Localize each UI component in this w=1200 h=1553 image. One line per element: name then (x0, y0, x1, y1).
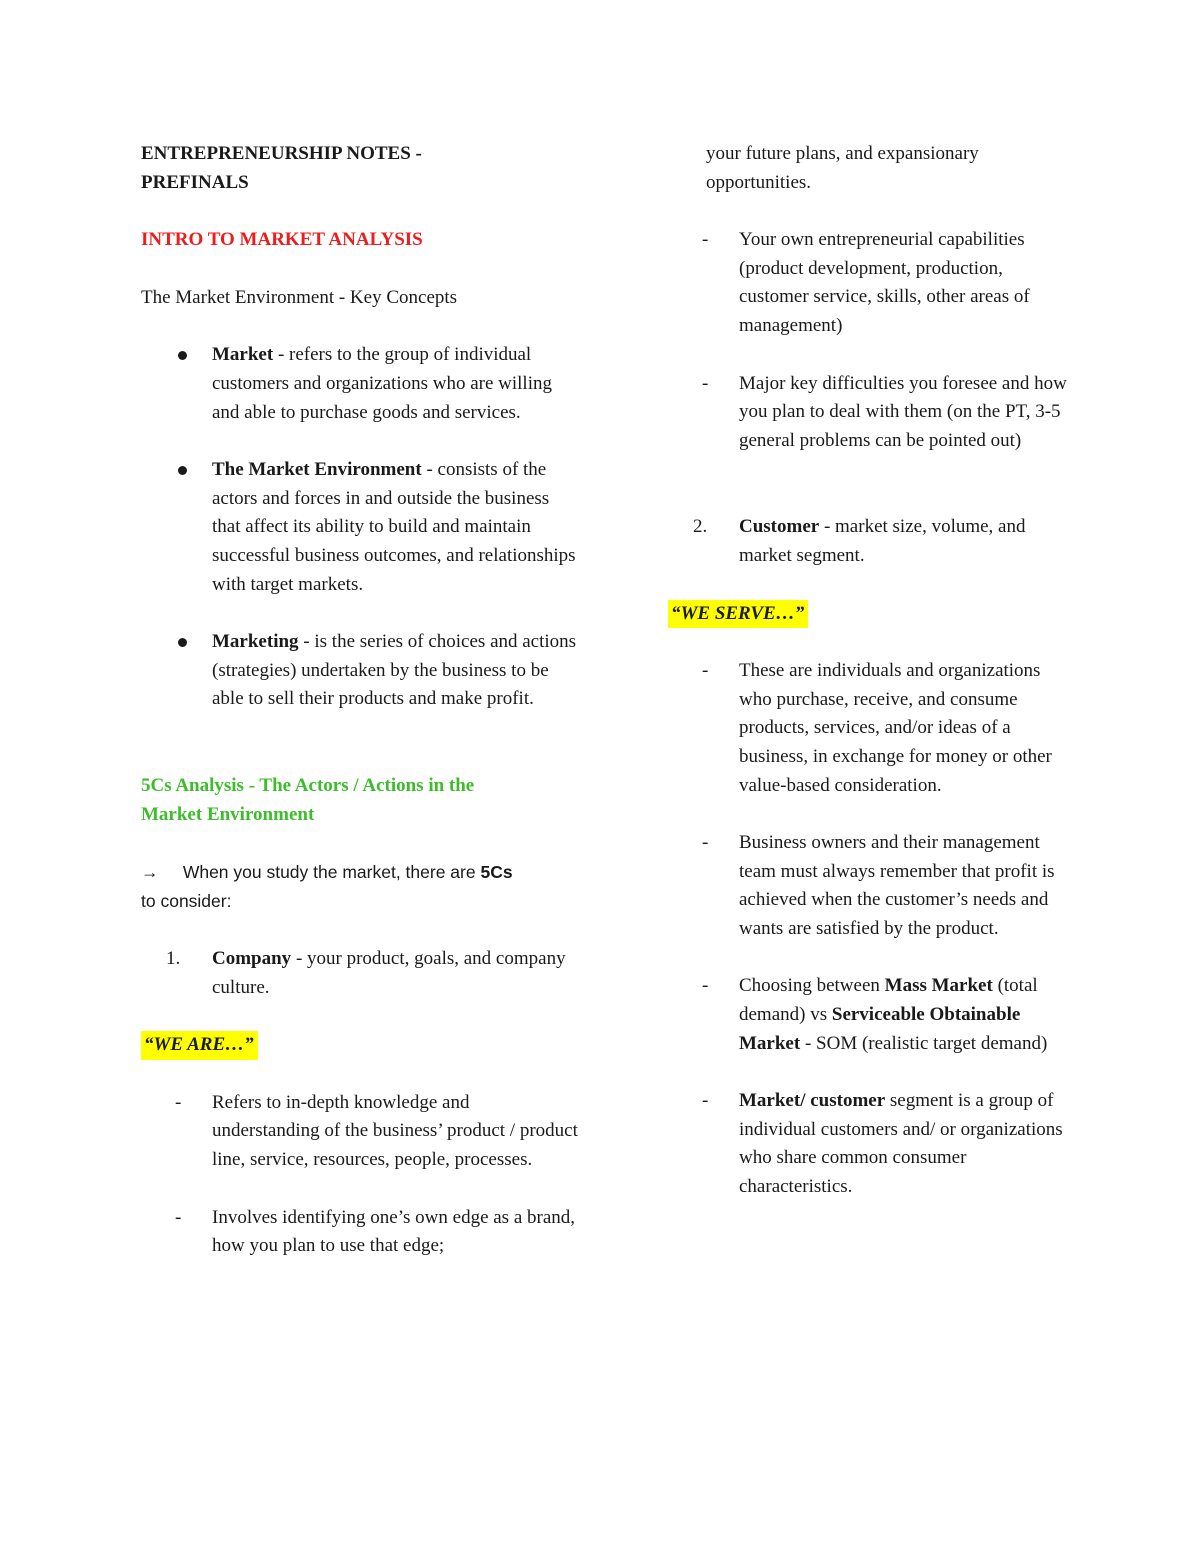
choosing-text-a: Choosing between (739, 975, 885, 997)
dash-item (668, 829, 1068, 943)
dash-mark: - (175, 1206, 182, 1228)
dash-mark: - (702, 372, 709, 394)
dash-text: Major key difficulties you foresee and how you plan to deal with them (on the PT, 3-5 general problems can be pointed out) (739, 372, 1067, 451)
arrow-paragraph (141, 858, 581, 916)
we-are-callout (141, 1031, 581, 1060)
numbered-item-customer (668, 513, 1068, 570)
segment-text: segment is a group of individual customers and/ or organizations who share common consumer characteristics. (739, 1090, 1063, 1198)
bullet-text: - consists of the actors and forces in and outside the business that affect its ability to build and maintain successful business outcomes, and relationships with target markets. (212, 459, 576, 595)
bullet-term: The Market Environment (212, 459, 422, 481)
dash-text: Refers to in-depth knowledge and understanding of the business’ product / product line, service, resources, people, processes. (212, 1091, 578, 1171)
bullet-item-market (141, 341, 581, 427)
we-serve-highlight: “WE SERVE…” (668, 600, 808, 629)
we-serve-callout (668, 600, 1068, 629)
we-are-highlight: “WE ARE…” (141, 1031, 258, 1060)
numbered-item-company (141, 945, 581, 1002)
item-text: - your product, goals, and company culture. (212, 948, 566, 998)
dash-text: Business owners and their management team must always remember that profit is achieved when the customer’s needs and wants are satisfied by the product. (739, 832, 1055, 939)
arrow-icon: → (141, 862, 159, 883)
dash-mark: - (702, 975, 709, 997)
dash-item-segment (668, 1087, 1068, 1201)
item-term: Company (212, 948, 292, 970)
bullet-text: - is the series of choices and actions (strategies) undertaken by the business to be able to sell their products and make profit. (212, 631, 577, 710)
item-text: - market size, volume, and market segment. (739, 516, 1026, 566)
choosing-text-d: - SOM (realistic target demand) (800, 1032, 1048, 1054)
dash-text: Your own entrepreneurial capabilities (product development, production, customer service, skills, other areas of management) (739, 229, 1030, 336)
section-5cs-line-1: 5Cs Analysis - The Actors / Actions in the (141, 774, 475, 796)
dash-mark: - (702, 1090, 709, 1112)
bullet-term: Market (212, 344, 274, 366)
bullet-text: - refers to the group of individual customers and organizations who are willing and able to purchase goods and services. (212, 344, 552, 423)
section-heading-5cs (141, 772, 581, 829)
dash-item (668, 226, 1068, 340)
bullet-item-marketing (141, 628, 581, 714)
item-number: 2. (693, 516, 708, 538)
dash-mark: - (702, 229, 709, 251)
bullet-item-market-environment (141, 456, 581, 599)
dash-text: Involves identifying one’s own edge as a brand, how you plan to use that edge; (212, 1206, 576, 1257)
continued-text: your future plans, and expansionary opportunities. (706, 143, 979, 193)
dash-item (668, 370, 1068, 456)
choosing-text-c: (total demand) vs (739, 975, 1038, 1026)
arrow-text: When you study the market, there are (182, 862, 481, 883)
dash-item (668, 657, 1068, 800)
item-number: 1. (166, 948, 181, 970)
section-5cs-line-2: Market Environment (141, 803, 315, 825)
dash-mark: - (175, 1091, 182, 1113)
dash-mark: - (702, 832, 709, 854)
dash-item (141, 1089, 581, 1175)
dash-item (141, 1204, 581, 1261)
item-term: Customer (739, 516, 820, 538)
arrow-text-cont: to consider: (141, 891, 232, 912)
title-line-2: PREFINALS (141, 171, 249, 193)
title-line-1: ENTREPRENEURSHIP NOTES - (141, 143, 422, 164)
segment-term: Market/ customer (739, 1090, 886, 1112)
subheading-key-concepts: The Market Environment - Key Concepts (141, 286, 458, 308)
dash-item-choosing (668, 972, 1068, 1058)
arrow-text-bold: 5Cs (480, 862, 513, 883)
som-term: Serviceable Obtainable Market (739, 1004, 1021, 1054)
section-heading-intro: INTRO TO MARKET ANALYSIS (141, 229, 423, 251)
mass-market-term: Mass Market (884, 975, 993, 997)
right-column (668, 140, 1068, 1202)
bullet-term: Marketing (212, 631, 299, 653)
left-column (141, 140, 581, 1261)
document-title (141, 140, 581, 197)
dash-mark: - (702, 660, 709, 682)
dash-text: These are individuals and organizations who purchase, receive, and consume products, services, and/or ideas of a business, in exchange for money or other value-based consideration. (739, 660, 1052, 796)
